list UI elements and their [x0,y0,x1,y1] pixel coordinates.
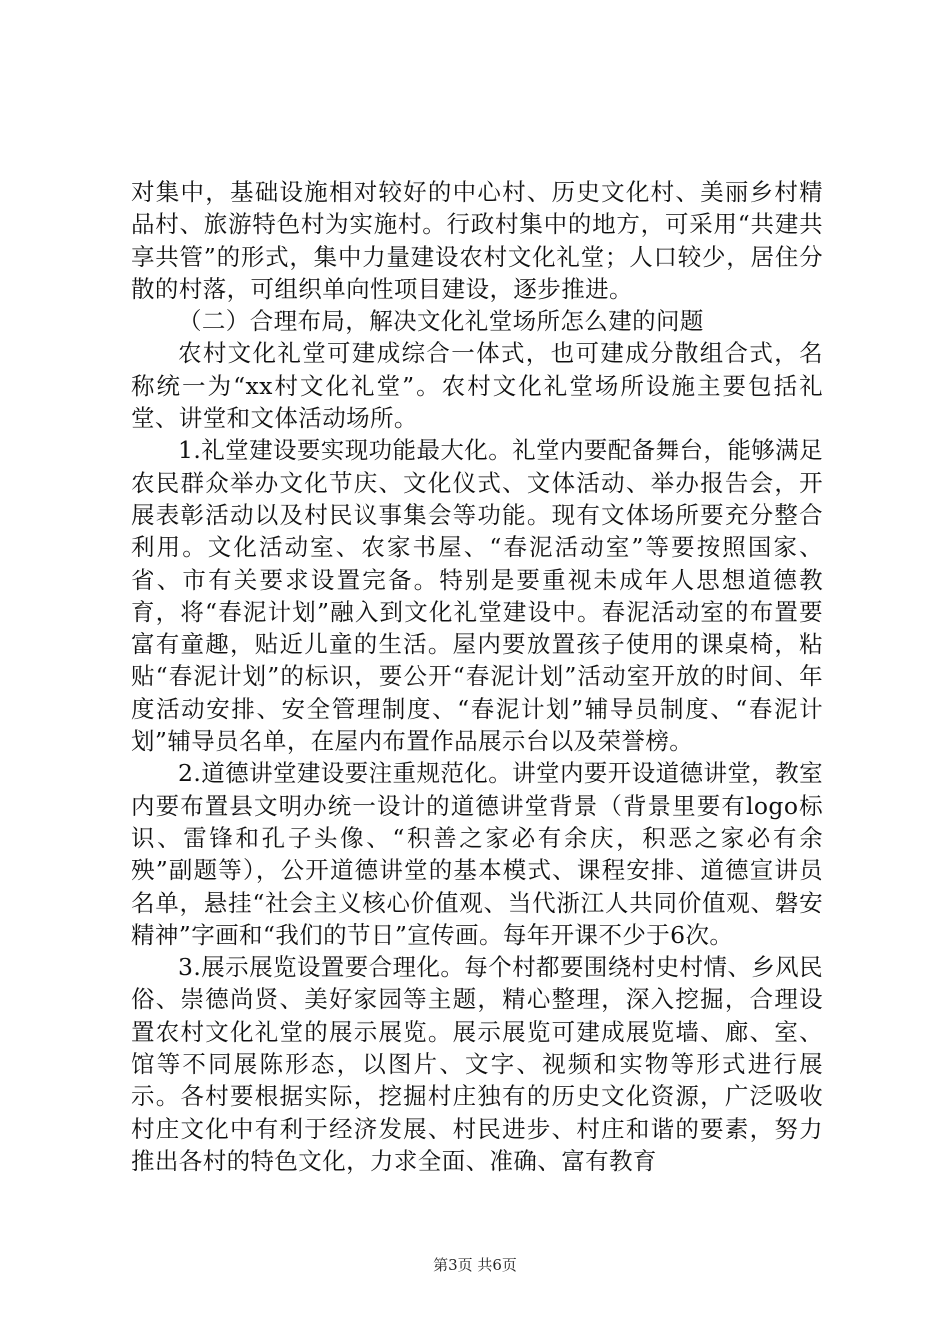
section-heading-layout: （二）合理布局，解决文化礼堂场所怎么建的问题 [178,307,704,336]
paragraph-continuation: 对集中，基础设施相对较好的中心村、历史文化村、美丽乡村精品村、旅游特色村为实施村。行政村集中的地方，可采用“共建共享共管”的形式，集中力量建设农村文化礼堂；人口较少，居住分散的村落，可组织单向性项目建设，逐步推进。 [131,178,823,303]
paragraph-intro: 农村文化礼堂可建成综合一体式，也可建成分散组合式，名称统一为“xx村文化礼堂”。农村文化礼堂场所设施主要包括礼堂、讲堂和文体活动场所。 [131,339,823,433]
paragraph-item-2: 2.道德讲堂建设要注重规范化。讲堂内要开设道德讲堂，教室内要布置县文明办统一设计的道德讲堂背景（背景里要有logo标识、雷锋和孔子头像、“积善之家必有余庆，积恶之家必有余殃”副题等），公开道德讲堂的基本模式、课程安排、道德宣讲员名单，悬挂“社会主义核心价值观、当代浙江人共同价值观、磐安精神”字画和“我们的节日”宣传画。每年开课不少于6次。 [131,759,823,949]
page-footer [0,1254,950,1275]
paragraph-item-3: 3.展示展览设置要合理化。每个村都要围绕村史村情、乡风民俗、崇德尚贤、美好家园等主题，精心整理，深入挖掘，合理设置农村文化礼堂的展示展览。展示展览可建成展览墙、廊、室、馆等不同展陈形态，以图片、文字、视频和实物等形式进行展示。各村要根据实际，挖掘村庄独有的历史文化资源，广泛吸收村庄文化中有利于经济发展、村民进步、村庄和谐的要素，努力推出各村的特色文化，力求全面、准确、富有教育 [131,953,823,1175]
paragraph-item-1: 1.礼堂建设要实现功能最大化。礼堂内要配备舞台，能够满足农民群众举办文化节庆、文化仪式、文体活动、举办报告会，开展表彰活动以及村民议事集会等功能。现有文体场所要充分整合利用。文化活动室、农家书屋、“春泥活动室”等要按照国家、省、市有关要求设置完备。特别是要重视未成年人思想道德教育，将“春泥计划”融入到文化礼堂建设中。春泥活动室的布置要富有童趣，贴近儿童的生活。屋内要放置孩子使用的课桌椅，粘贴“春泥计划”的标识，要公开“春泥计划”活动室开放的时间、年度活动安排、安全管理制度、“春泥计划”辅导员制度、“春泥计划”辅导员名单，在屋内布置作品展示台以及荣誉榜。 [131,436,823,756]
document-body [131,176,823,1177]
page-number-label: 第3页 共6页 [433,1256,517,1274]
